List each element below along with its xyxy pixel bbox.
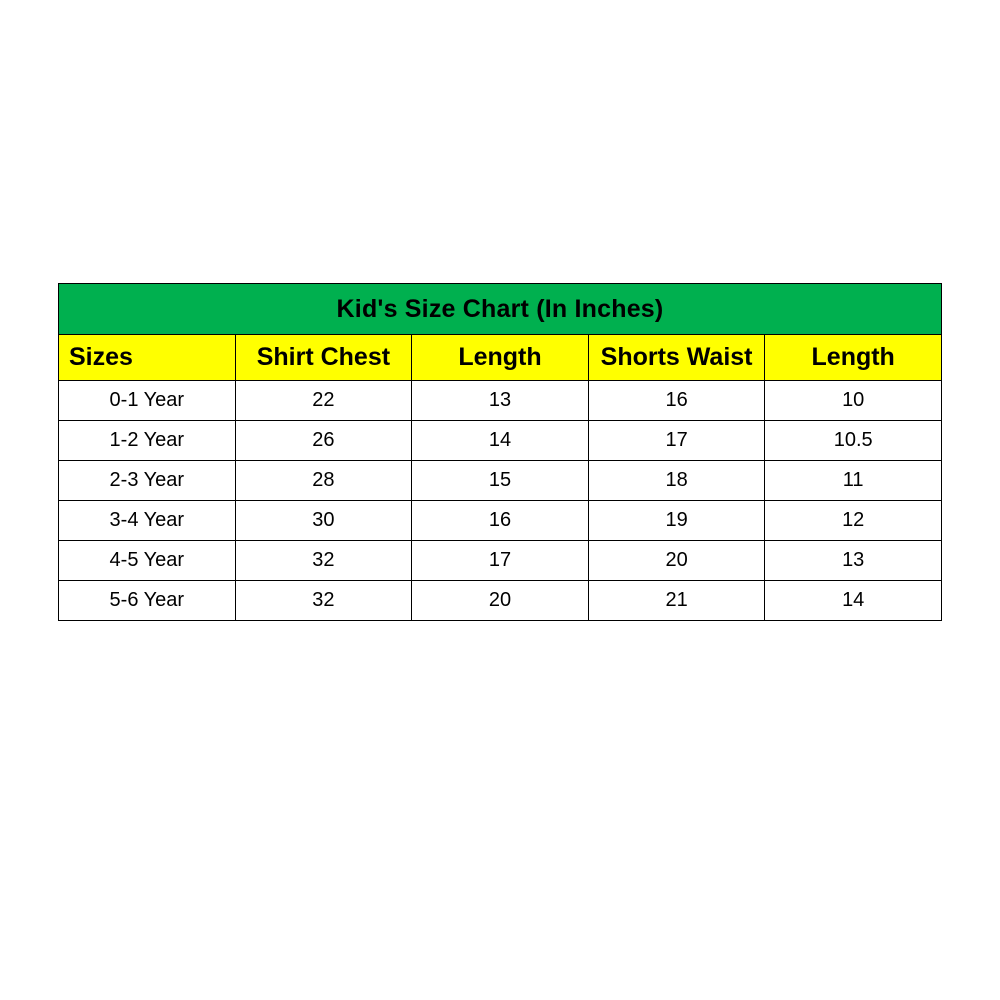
table-row — [59, 541, 942, 581]
cell-size: 2-3 Year — [59, 461, 236, 501]
table-row — [59, 581, 942, 621]
cell-shorts-waist: 21 — [588, 581, 765, 621]
cell-size: 1-2 Year — [59, 421, 236, 461]
cell-shorts-waist: 19 — [588, 501, 765, 541]
cell-shirt-chest: 26 — [235, 421, 412, 461]
kids-size-chart-table — [58, 283, 942, 621]
column-header-sizes: Sizes — [59, 335, 236, 381]
cell-shirt-length: 14 — [412, 421, 589, 461]
cell-shirt-length: 15 — [412, 461, 589, 501]
cell-shorts-length: 10.5 — [765, 421, 942, 461]
table-row — [59, 381, 942, 421]
cell-shirt-chest: 32 — [235, 541, 412, 581]
cell-size: 0-1 Year — [59, 381, 236, 421]
table-row — [59, 501, 942, 541]
cell-shirt-length: 20 — [412, 581, 589, 621]
cell-shirt-chest: 28 — [235, 461, 412, 501]
table-row — [59, 421, 942, 461]
cell-size: 3-4 Year — [59, 501, 236, 541]
table-row — [59, 461, 942, 501]
cell-shirt-length: 16 — [412, 501, 589, 541]
cell-shorts-length: 11 — [765, 461, 942, 501]
cell-shorts-length: 13 — [765, 541, 942, 581]
column-header-shorts-waist: Shorts Waist — [588, 335, 765, 381]
table-header-row — [59, 335, 942, 381]
cell-shirt-length: 13 — [412, 381, 589, 421]
cell-shorts-waist: 18 — [588, 461, 765, 501]
cell-size: 4-5 Year — [59, 541, 236, 581]
chart-title: Kid's Size Chart (In Inches) — [59, 284, 942, 335]
cell-shirt-length: 17 — [412, 541, 589, 581]
cell-shorts-length: 14 — [765, 581, 942, 621]
cell-shorts-length: 10 — [765, 381, 942, 421]
cell-shorts-waist: 16 — [588, 381, 765, 421]
size-chart-container — [58, 283, 942, 621]
cell-shirt-chest: 32 — [235, 581, 412, 621]
cell-shorts-waist: 17 — [588, 421, 765, 461]
cell-size: 5-6 Year — [59, 581, 236, 621]
table-title-row — [59, 284, 942, 335]
cell-shirt-chest: 22 — [235, 381, 412, 421]
cell-shorts-length: 12 — [765, 501, 942, 541]
column-header-shorts-length: Length — [765, 335, 942, 381]
cell-shorts-waist: 20 — [588, 541, 765, 581]
column-header-shirt-length: Length — [412, 335, 589, 381]
column-header-shirt-chest: Shirt Chest — [235, 335, 412, 381]
cell-shirt-chest: 30 — [235, 501, 412, 541]
